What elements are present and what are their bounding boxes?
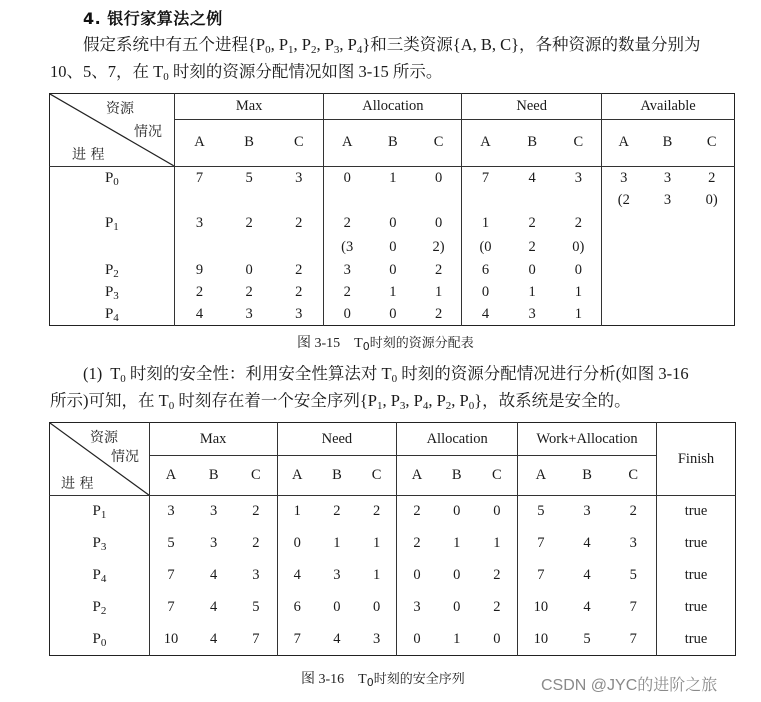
- table-row: [50, 282, 735, 304]
- max-c: [274, 236, 324, 259]
- need-b: 1: [528, 284, 536, 301]
- available-b: [646, 259, 690, 282]
- need-a: 7: [462, 166, 509, 190]
- available-b: 3: [663, 170, 672, 187]
- process-cell: $P_2$: [104, 261, 119, 280]
- corner-header-cell: [50, 94, 175, 167]
- subheader-a: A: [518, 456, 564, 496]
- available-c: [689, 236, 734, 259]
- allocation-a: (3: [324, 236, 370, 259]
- subheader-b: B: [437, 456, 477, 496]
- process-cell: [50, 236, 175, 259]
- work-allocation-c: 7: [629, 599, 637, 615]
- max-b: 3: [210, 535, 218, 551]
- max-a: 3: [174, 211, 224, 236]
- work-allocation-b: 3: [583, 503, 591, 520]
- allocation-c: 2: [493, 599, 501, 615]
- need-b: [509, 190, 556, 211]
- available-a: [602, 304, 646, 326]
- subheader-a: A: [149, 456, 192, 496]
- need-a: 1: [277, 496, 317, 528]
- available-b: [646, 304, 690, 326]
- max-a: 3: [149, 496, 192, 528]
- header-allocation: Allocation: [397, 423, 518, 456]
- max-b: 4: [210, 599, 218, 615]
- process-cell: $P_3$: [92, 535, 107, 553]
- resource-allocation-table: [49, 93, 735, 326]
- allocation-c: 0: [493, 630, 501, 647]
- work-allocation-b: 4: [583, 567, 591, 583]
- need-b: 0: [333, 599, 341, 615]
- table-row-annotation: [50, 236, 735, 259]
- available-a: [602, 282, 646, 304]
- need-b: 3: [528, 305, 536, 322]
- allocation-c: 2: [434, 305, 443, 322]
- max-c: 2: [295, 215, 303, 231]
- need-c: 2: [574, 215, 582, 231]
- allocation-b: 0: [389, 238, 397, 255]
- allocation-b: 1: [453, 630, 461, 647]
- need-b: 4: [333, 630, 341, 647]
- table-row: [50, 259, 735, 282]
- process-cell: $P_0$: [92, 630, 107, 649]
- allocation-b: 0: [389, 215, 397, 231]
- available-c: [689, 282, 734, 304]
- corner-label-resources: 资源: [106, 101, 134, 117]
- header-need: Need: [462, 94, 602, 120]
- table1-caption: [297, 332, 474, 352]
- process-cell: $P_1$: [92, 503, 107, 522]
- need-a: [462, 190, 509, 211]
- allocation-b: 0: [389, 305, 397, 322]
- need-a: (0: [462, 236, 509, 259]
- need-c: 1: [372, 567, 381, 583]
- subheader-a: A: [174, 120, 224, 167]
- subheader-b: B: [317, 456, 357, 496]
- table-row: [50, 496, 736, 528]
- need-b: 1: [333, 535, 341, 551]
- max-a: [174, 236, 224, 259]
- need-b: 2: [528, 238, 536, 255]
- subheader-b: B: [646, 120, 690, 167]
- work-allocation-a: 7: [518, 560, 564, 592]
- caption-sub: 0: [366, 676, 374, 689]
- allocation-c: 2: [434, 261, 443, 278]
- corner-label-resources: 资源: [90, 430, 118, 446]
- section-heading: 4. 银行家算法之例: [83, 9, 223, 28]
- need-c: 1: [372, 535, 381, 551]
- max-a: 7: [149, 592, 192, 624]
- available-a: 3: [602, 166, 646, 190]
- subheader-b: B: [370, 120, 416, 167]
- need-a: 0: [277, 528, 317, 560]
- finish-cell: true: [656, 560, 735, 592]
- header-max: Max: [174, 94, 324, 120]
- subheader-a: A: [277, 456, 317, 496]
- max-b: 3: [245, 305, 253, 322]
- need-b: 3: [333, 567, 341, 583]
- allocation-c: 1: [434, 284, 443, 301]
- work-allocation-c: 5: [629, 567, 637, 583]
- need-c: 2: [372, 503, 381, 520]
- max-a: 9: [174, 259, 224, 282]
- work-allocation-b: 4: [583, 599, 591, 615]
- work-allocation-c: 2: [629, 503, 637, 520]
- available-c: [689, 304, 734, 326]
- table-row: [50, 211, 735, 236]
- caption-text: 时刻的资源分配表: [369, 336, 474, 351]
- subheader-c: C: [235, 456, 277, 496]
- subheader-c: C: [556, 120, 602, 167]
- allocation-a: 0: [324, 304, 370, 326]
- need-c: 3: [372, 630, 381, 647]
- process-cell: $P_3$: [104, 284, 119, 303]
- caption-t: T: [358, 672, 367, 687]
- corner-header-cell: [50, 423, 150, 496]
- need-a: 4: [277, 560, 317, 592]
- need-c: 0: [372, 599, 381, 615]
- finish-cell: true: [656, 528, 735, 560]
- intro-line-1: 假定系统中有五个进程{$P_0$, $P_1$, $P_2$, $P_3$, $P_4$}和三类资源{A, B, C}，各种资源的数量分别为: [83, 35, 701, 56]
- max-c: 3: [295, 170, 303, 187]
- available-a: (2: [602, 190, 646, 211]
- max-a: 4: [174, 304, 224, 326]
- need-c: 3: [574, 170, 582, 187]
- work-allocation-b: 4: [583, 535, 591, 551]
- allocation-c: 0: [434, 215, 443, 231]
- max-b: [224, 236, 274, 259]
- work-allocation-c: 3: [629, 535, 637, 551]
- safety-sequence-table: [49, 422, 736, 656]
- subheader-b: B: [509, 120, 556, 167]
- header-available: Available: [602, 94, 735, 120]
- need-c: 1: [574, 305, 582, 322]
- process-cell: $P_4$: [92, 567, 107, 585]
- corner-label-situation: 情况: [111, 449, 139, 465]
- header-work-allocation: Work+Allocation: [518, 423, 657, 456]
- table-row-annotation: [50, 190, 735, 211]
- need-b: 2: [333, 503, 341, 520]
- allocation-b: 0: [453, 503, 461, 520]
- corner-label-process: 进 程: [61, 476, 94, 492]
- allocation-c: 2): [432, 238, 445, 255]
- available-b: [646, 282, 690, 304]
- max-b: 3: [210, 503, 218, 520]
- table-row: [50, 528, 736, 560]
- max-a: 7: [149, 560, 192, 592]
- work-allocation-c: 7: [629, 630, 637, 647]
- need-c: 0: [574, 261, 582, 278]
- process-cell: $P_1$: [104, 215, 119, 233]
- allocation-a: 2: [397, 528, 437, 560]
- max-a: 5: [149, 528, 192, 560]
- allocation-a: 0: [397, 624, 437, 656]
- allocation-a: 0: [397, 560, 437, 592]
- available-c: 2: [708, 170, 716, 187]
- available-a: [602, 211, 646, 236]
- allocation-c: 0: [434, 170, 443, 187]
- header-finish: Finish: [656, 423, 735, 496]
- max-b: 2: [245, 215, 253, 231]
- table-row: [50, 304, 735, 326]
- subheader-c: C: [689, 120, 734, 167]
- intro-line-2: 10、5、7，在 $T_0$ 时刻的资源分配情况如图 3-15 所示。: [50, 62, 443, 83]
- max-b: 4: [210, 630, 218, 647]
- need-a: 4: [462, 304, 509, 326]
- work-allocation-a: 5: [518, 496, 564, 528]
- safety-line-2: 所示)可知，在 $T_0$ 时刻存在着一个安全序列{$P_1$, $P_3$, $P_4$, $P_2$, $P_0$}，故系统是安全的。: [50, 391, 631, 412]
- safety-line-1: (1) $T_0$ 时刻的安全性：利用安全性算法对 $T_0$ 时刻的资源分配情况进行分析(如图 3-16: [83, 364, 689, 385]
- need-b: 4: [528, 170, 536, 187]
- need-c: 0): [572, 238, 585, 255]
- max-c: 3: [252, 567, 260, 583]
- caption-t: T: [354, 336, 363, 351]
- allocation-a: 3: [397, 592, 437, 624]
- max-c: 7: [252, 630, 260, 647]
- allocation-b: 0: [453, 599, 461, 615]
- process-cell: [50, 190, 175, 211]
- max-a: 7: [174, 166, 224, 190]
- allocation-b: 1: [389, 170, 397, 187]
- allocation-c: 2: [493, 567, 501, 583]
- available-c: [689, 259, 734, 282]
- subheader-b: B: [564, 456, 611, 496]
- caption-text: 时刻的安全序列: [373, 672, 465, 687]
- table-row: [50, 624, 736, 656]
- allocation-a: 2: [324, 282, 370, 304]
- table2-caption: [301, 668, 465, 688]
- need-a: 6: [277, 592, 317, 624]
- max-c: [274, 190, 324, 211]
- allocation-c: 0: [493, 503, 501, 520]
- header-max: Max: [149, 423, 277, 456]
- csdn-watermark: CSDN @JYC的进阶之旅: [541, 677, 718, 694]
- max-c: 2: [252, 535, 260, 551]
- need-a: 0: [462, 282, 509, 304]
- available-a: [602, 259, 646, 282]
- max-c: 2: [295, 284, 303, 301]
- max-c: 2: [252, 503, 260, 520]
- allocation-b: 0: [389, 261, 397, 278]
- finish-cell: true: [656, 624, 735, 656]
- max-a: 2: [174, 282, 224, 304]
- available-b: 3: [663, 192, 672, 209]
- max-c: 5: [252, 599, 260, 615]
- available-c: [689, 211, 734, 236]
- finish-cell: true: [656, 496, 735, 528]
- max-c: 3: [295, 305, 303, 322]
- available-c: 0): [705, 192, 718, 209]
- need-c: [556, 190, 602, 211]
- need-a: 1: [462, 211, 509, 236]
- corner-label-process: 进 程: [72, 147, 105, 163]
- intro-paragraph: [50, 31, 701, 85]
- need-b: 2: [528, 215, 536, 231]
- subheader-a: A: [602, 120, 646, 167]
- allocation-a: 3: [324, 259, 370, 282]
- need-a: 6: [462, 259, 509, 282]
- subheader-c: C: [416, 120, 462, 167]
- available-a: [602, 236, 646, 259]
- allocation-b: 1: [389, 284, 397, 301]
- header-allocation: Allocation: [324, 94, 462, 120]
- table-row: [50, 592, 736, 624]
- subheader-a: A: [462, 120, 509, 167]
- available-b: [646, 211, 690, 236]
- caption-number: 图 3-15: [297, 336, 341, 351]
- max-b: 2: [245, 284, 253, 301]
- table-row: [50, 560, 736, 592]
- max-a: [174, 190, 224, 211]
- allocation-c: [416, 190, 462, 211]
- allocation-a: [324, 190, 370, 211]
- subheader-c: C: [274, 120, 324, 167]
- max-b: [224, 190, 274, 211]
- work-allocation-b: 5: [583, 630, 591, 647]
- allocation-b: 0: [453, 567, 461, 583]
- available-b: [646, 236, 690, 259]
- max-c: 2: [295, 261, 303, 278]
- subheader-c: C: [611, 456, 657, 496]
- subheader-a: A: [397, 456, 437, 496]
- allocation-b: [370, 190, 416, 211]
- max-a: 10: [149, 624, 192, 656]
- process-cell: $P_2$: [92, 599, 107, 617]
- subheader-a: A: [324, 120, 370, 167]
- allocation-b: 1: [453, 535, 461, 551]
- max-b: 0: [245, 261, 253, 278]
- allocation-a: 2: [324, 211, 370, 236]
- work-allocation-a: 7: [518, 528, 564, 560]
- max-b: 5: [245, 170, 253, 187]
- caption-sub: 0: [362, 340, 370, 353]
- need-c: 1: [574, 284, 582, 301]
- subheader-b: B: [192, 456, 235, 496]
- safety-paragraph: [50, 360, 689, 414]
- process-cell: $P_0$: [104, 170, 119, 189]
- subheader-c: C: [477, 456, 518, 496]
- table-row: [50, 166, 735, 190]
- allocation-c: 1: [493, 535, 501, 551]
- subheader-b: B: [224, 120, 274, 167]
- subheader-c: C: [357, 456, 397, 496]
- process-cell: $P_4$: [104, 305, 119, 324]
- header-need: Need: [277, 423, 397, 456]
- work-allocation-a: 10: [518, 592, 564, 624]
- caption-number: 图 3-16: [301, 672, 345, 687]
- max-b: 4: [210, 567, 218, 583]
- need-a: 7: [277, 624, 317, 656]
- work-allocation-a: 10: [518, 624, 564, 656]
- allocation-a: 0: [324, 166, 370, 190]
- allocation-a: 2: [397, 496, 437, 528]
- need-b: 0: [528, 261, 536, 278]
- corner-label-situation: 情况: [134, 124, 162, 140]
- finish-cell: true: [656, 592, 735, 624]
